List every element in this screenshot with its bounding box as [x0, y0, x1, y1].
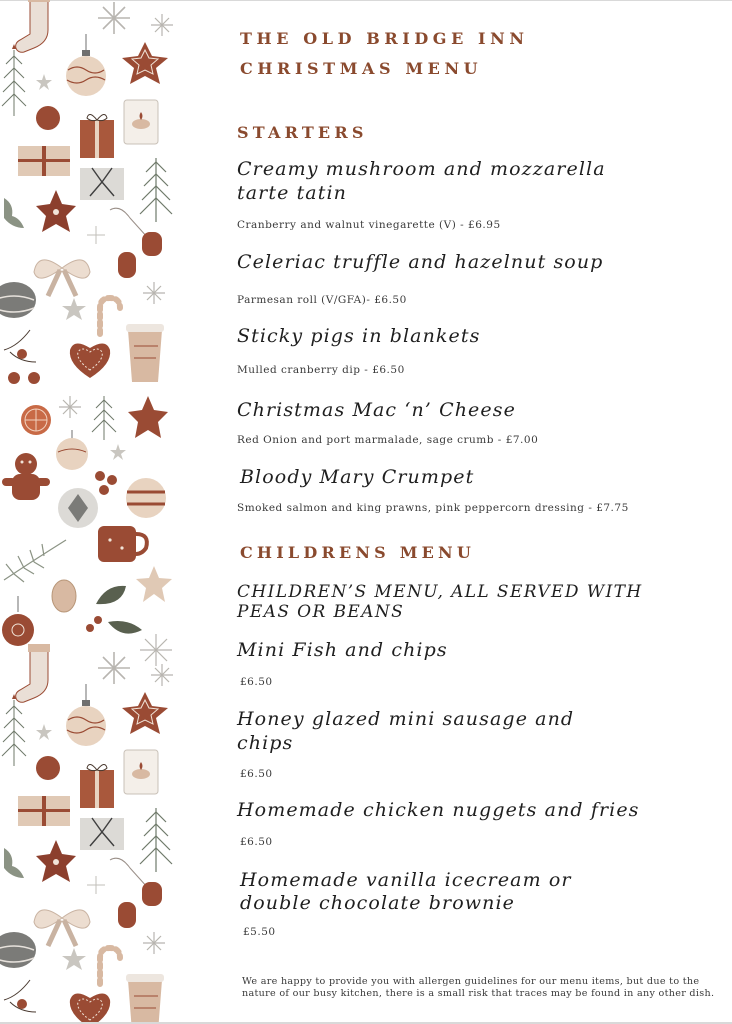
childrens-intro-line1: CHILDREN’S MENU, ALL SERVED WITH — [237, 582, 643, 602]
childrens-intro-line2: PEAS OR BEANS — [237, 602, 405, 622]
kids-4-price: £5.50 — [243, 926, 276, 938]
starter-2-name: Celeriac truffle and hazelnut soup — [237, 251, 604, 273]
starter-1-name: Creamy mushroom and mozzarella — [237, 158, 606, 180]
starter-3-description: Mulled cranberry dip - £6.50 — [237, 364, 405, 376]
starter-4-name: Christmas Mac ‘n’ Cheese — [237, 399, 516, 421]
kids-2-name-line2: chips — [237, 732, 294, 754]
starters-heading: STARTERS — [237, 123, 368, 142]
starter-1-description: Cranberry and walnut vinegarette (V) - £6.95 — [237, 219, 501, 231]
menu-title: CHRISTMAS MENU — [240, 59, 483, 78]
starter-4-description: Red Onion and port marmalade, sage crumb - £7.00 — [237, 434, 539, 446]
kids-3-name: Homemade chicken nuggets and fries — [237, 799, 640, 821]
childrens-heading: CHILDRENS MENU — [240, 543, 475, 562]
starter-5-name: Bloody Mary Crumpet — [240, 466, 475, 488]
kids-4-name-line2: double chocolate brownie — [240, 892, 515, 914]
kids-3-price: £6.50 — [240, 836, 273, 848]
starter-3-name: Sticky pigs in blankets — [237, 325, 481, 347]
allergen-note: We are happy to provide you with allergen guidelines for our menu items, but due to the nature of our busy kitchen, there is a small risk that traces may be found in any other dish. — [242, 976, 715, 999]
kids-1-name: Mini Fish and chips — [237, 639, 448, 661]
kids-4-name: Homemade vanilla icecream or — [240, 869, 572, 891]
starter-5-description: Smoked salmon and king prawns, pink peppercorn dressing - £7.75 — [237, 502, 629, 514]
kids-2-name: Honey glazed mini sausage and — [237, 708, 575, 730]
kids-1-price: £6.50 — [240, 676, 273, 688]
starter-2-description: Parmesan roll (V/GFA)- £6.50 — [237, 294, 407, 306]
starter-1-name-line2: tarte tatin — [237, 182, 347, 204]
inn-name-title: THE OLD BRIDGE INN — [240, 29, 529, 48]
kids-2-price: £6.50 — [240, 768, 273, 780]
